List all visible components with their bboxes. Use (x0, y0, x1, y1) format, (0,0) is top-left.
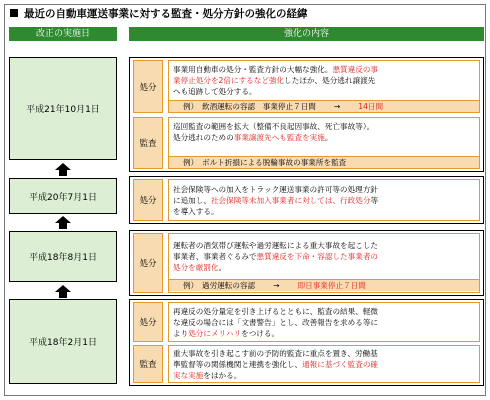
text-line (173, 370, 476, 381)
body-text: 再違反の処分量定を引き上げるとともに、監査の結果、軽微 (173, 307, 379, 316)
text-line (173, 306, 476, 317)
text-line (173, 86, 476, 97)
date-cell-h20: 平成20年7月1日 (9, 178, 117, 214)
tag-kansa: 監査 (133, 345, 163, 383)
column-header-date: 改正の実施日 (9, 27, 117, 41)
content-text (173, 121, 476, 143)
example-row: 例） 飲酒運転の容認 事業停止７日間 → 14日間 (169, 100, 479, 112)
column-header-content: 強化の内容 (129, 27, 484, 41)
tag-kansa: 監査 (133, 117, 163, 169)
text-line (173, 251, 476, 262)
highlight-text: 業停止処分を2倍にするなど強化 (173, 76, 285, 85)
body-text: へも追跡して処分する。 (173, 87, 257, 96)
body-text: をつける。 (241, 329, 280, 338)
page-title: 最近の自動車運送事業に対する監査・処分方針の強化の経緯 (10, 6, 308, 22)
body-text: に追加し、 (173, 196, 211, 205)
arrow-up-icon (55, 285, 71, 298)
content-box (168, 117, 480, 169)
text-line (173, 262, 476, 273)
content-text (173, 184, 476, 217)
example-row: 例） ボルト折損による脱輪事故の事業所を監査 (169, 156, 479, 168)
date-cell-h21: 平成21年10月1日 (9, 57, 117, 160)
body-text: より (173, 329, 189, 338)
text-line (173, 195, 476, 206)
arrow-right-icon: → (273, 281, 280, 290)
tag-shobun: 処分 (133, 302, 163, 342)
text-line (173, 64, 476, 75)
content-box (168, 60, 480, 113)
body-text: 。 (324, 133, 333, 142)
highlight-text: 社会保険等未加入事業者に対しては、行政処分 (210, 196, 371, 205)
body-text: を導入する。 (173, 207, 219, 216)
text-line (173, 75, 476, 86)
highlight-text: 処分にメリハリ (188, 329, 242, 338)
content-text (173, 64, 476, 97)
text-line (173, 348, 476, 359)
section-h18-8 (129, 230, 484, 296)
body-text: な違反の場合には「文書警告」とし、改善報告を求める等に (173, 318, 379, 327)
text-line (173, 359, 476, 370)
section-h20 (129, 176, 484, 224)
body-text: 運転者の酒気帯び運転や過労運転による重大事故を起こした (173, 241, 379, 250)
content-text (173, 240, 476, 273)
body-text: 事業者、事業者ぐるみで (173, 252, 257, 261)
arrow-up-icon (55, 163, 71, 176)
section-h18-2 (129, 299, 484, 386)
tag-shobun: 処分 (133, 233, 163, 293)
highlight-text: 通報に基づく監査の確 (302, 360, 379, 369)
highlight-text: 実な実施 (173, 371, 204, 380)
body-text: 等 (370, 196, 379, 205)
text-line (173, 121, 476, 132)
text-line (173, 206, 476, 217)
date-cell-h18-2: 平成18年2月1日 (9, 299, 117, 384)
body-text: 巡回監査の範囲を拡大（整備不良起因事故、死亡事故等）。 (173, 122, 375, 131)
body-text: 。 (218, 263, 227, 272)
body-text: 事業用自動車の処分・監査方針の大幅な強化。 (173, 65, 333, 74)
example-row: 例） 過労運転の容認 → 即日事業停止７日間 (169, 279, 479, 291)
body-text: をはかる。 (203, 371, 242, 380)
section-h21 (129, 57, 484, 172)
content-text (173, 348, 476, 381)
body-text: したほか、処分逃れ譲渡先 (284, 76, 376, 85)
content-box (168, 233, 480, 293)
tag-shobun: 処分 (133, 60, 163, 113)
text-line (173, 240, 476, 251)
highlight-text: 処分を厳罰化 (173, 263, 219, 272)
body-text: 準監督等の関係機関と連携を強化し、 (173, 360, 303, 369)
highlight-text: 事業譲渡先へも監査を実施 (233, 133, 325, 142)
text-line (173, 132, 476, 143)
text-line (173, 317, 476, 328)
arrow-up-icon (55, 216, 71, 229)
body-text: 重大事故を引き起こす前の予防的監査に重点を置き、労働基 (173, 349, 378, 358)
highlight-text: 悪質違反を下命・容認した事業者の (256, 252, 379, 261)
highlight-text: 悪質違反の事 (332, 65, 379, 74)
content-box (168, 345, 480, 383)
date-cell-h18-8: 平成18年8月1日 (9, 231, 117, 282)
body-text: 処分逃れのための (173, 133, 234, 142)
content-text (173, 306, 476, 339)
arrow-right-icon: → (333, 102, 341, 111)
tag-shobun: 処分 (133, 179, 163, 221)
text-line (173, 184, 476, 195)
square-bullet-icon (10, 9, 18, 17)
content-box (168, 302, 480, 342)
text-line (173, 328, 476, 339)
content-box (168, 179, 480, 221)
body-text: 社会保険等への加入をトラック運送事業の許可等の処理方針 (173, 185, 378, 194)
